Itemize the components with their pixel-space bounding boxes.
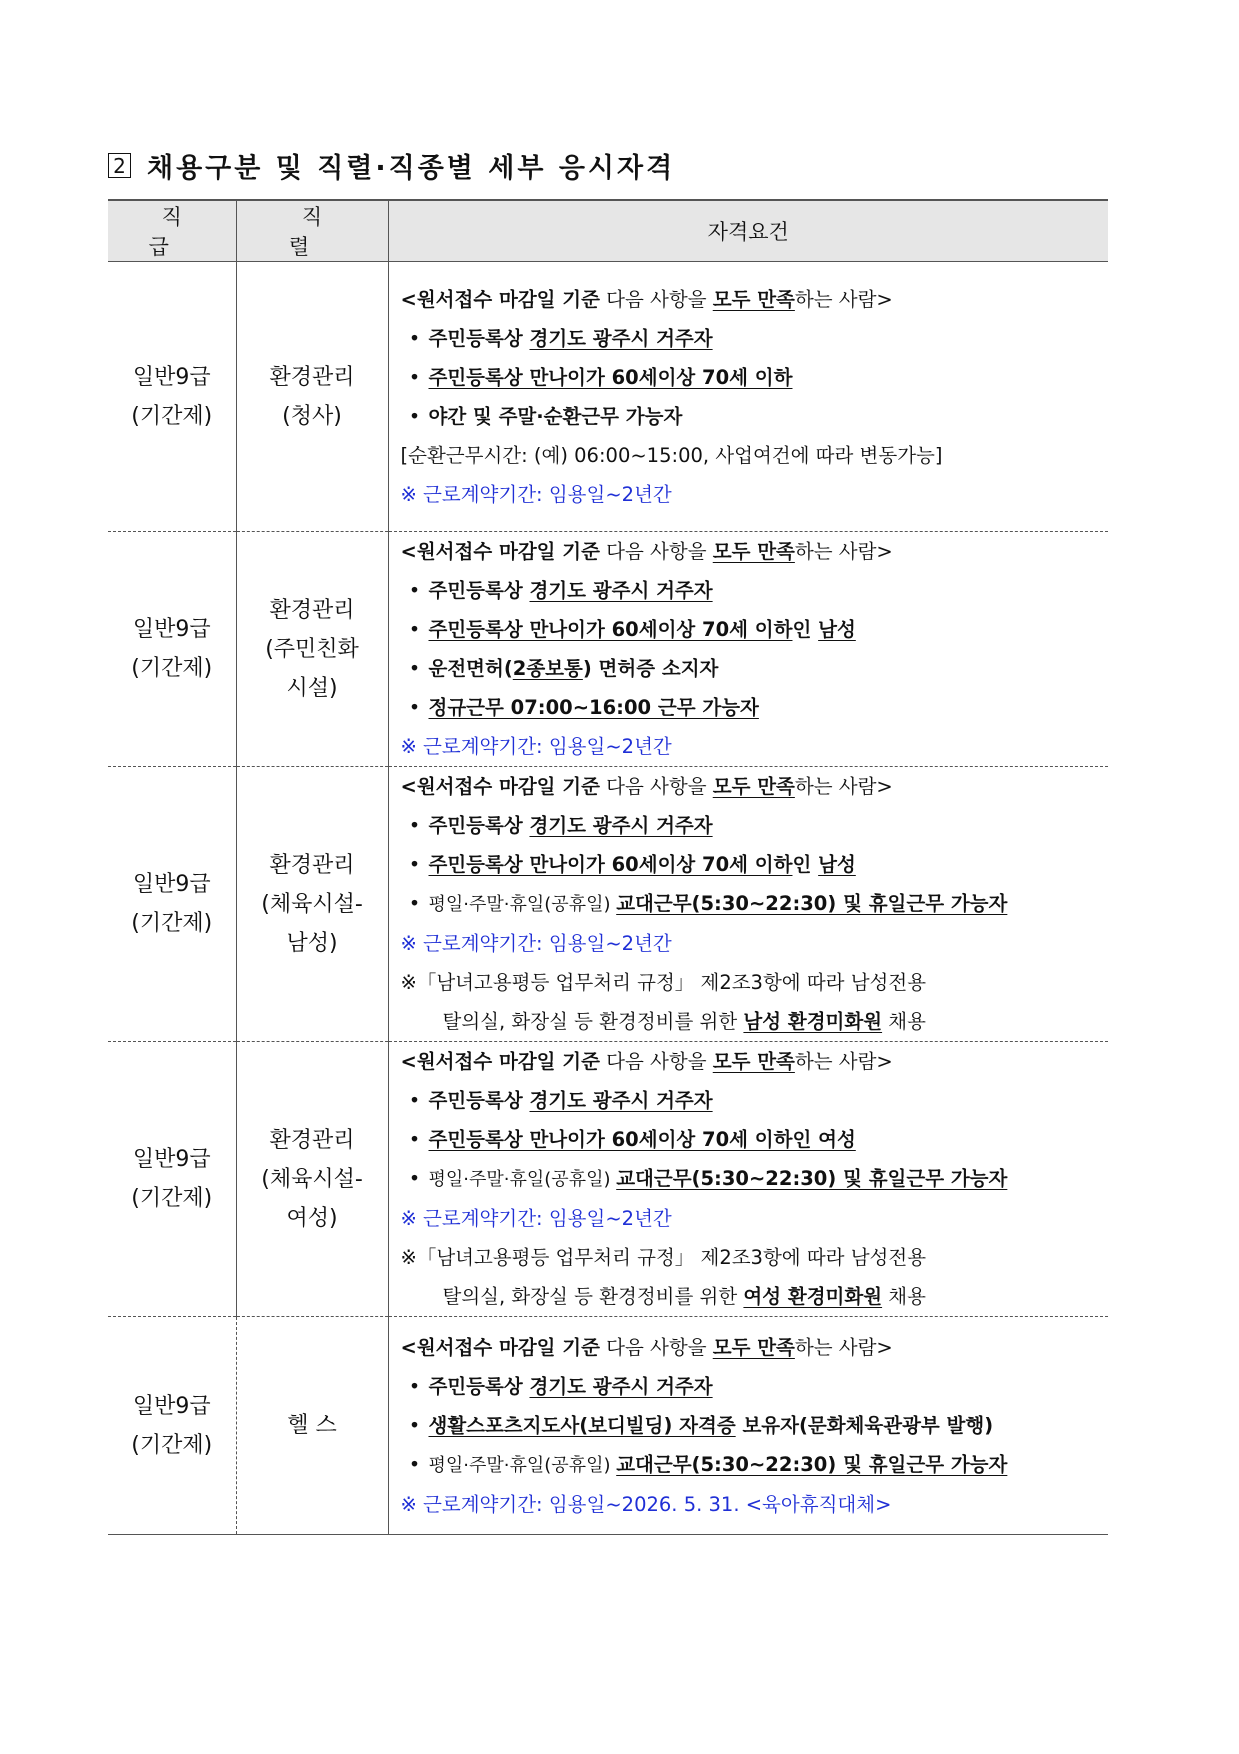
series-text: (주민친화 [265,636,359,662]
bullet-dot: • [408,1413,421,1437]
requirement-text: 다음 사항을 [599,1335,713,1359]
requirement-text: ) 면허증 소지자 [582,657,719,680]
series-text: 여성) [286,1205,338,1231]
requirement-text: 하는 사람> [794,775,893,798]
requirement-indent-line [401,1277,1109,1316]
bullet-dot: • [408,892,421,915]
grade-cell [108,532,236,767]
requirement-text: <원서접수 마감일 기준 [400,540,600,563]
requirement-text: 경기도 광주시 거주자 [529,579,713,602]
requirement-text: ※ 근로계약기간: 임용일~2026. 5. 31. <육아휴직대체> [400,1492,892,1516]
requirement-text: 모두 만족 [712,540,795,563]
requirement-text: 주민등록상 [428,814,530,837]
series-cell [236,262,388,532]
header-series: 직 렬 [236,200,388,262]
section-title: 채용구분 및 직렬·직종별 세부 응시자격 [147,153,676,184]
requirement-intro-line [401,767,1109,806]
bullet-dot: • [408,618,421,641]
series-text: 헬 스 [287,1413,337,1438]
requirements-cell [388,767,1108,1042]
requirement-indent-line [401,1002,1109,1041]
header-requirements: 자격요건 [388,200,1108,262]
requirement-intro-line [401,532,1109,571]
requirement-text: 야간 및 주말·순환근무 가능자 [428,404,683,428]
grade-text: 일반9급 [132,1393,211,1419]
requirement-text: 주민등록상 [428,326,530,350]
requirement-plain-line [401,963,1109,1002]
requirement-plain-line [401,1238,1109,1277]
requirement-blue-line [401,727,1109,766]
table-row [108,262,1108,532]
section-number-box: 2 [108,153,131,178]
requirement-text: 주민등록상 만나이가 60세이상 70세 이하인 여성 [428,1128,856,1151]
requirement-text: 주민등록상 [428,1089,530,1112]
requirement-blue-line [401,475,1109,514]
bullet-dot: • [408,579,421,602]
grade-text: 일반9급 [132,617,211,642]
requirement-text: 정규근무 07:00~16:00 근무 가능자 [428,696,759,719]
grade-cell [108,262,236,532]
requirement-text: 평일·주말·휴일(공휴일) [428,1169,617,1190]
bullet-dot: • [408,1089,421,1112]
requirement-text: 하는 사람> [794,287,893,311]
requirement-bullet-line [401,358,1109,397]
requirement-bullet-line [401,688,1109,727]
requirement-bullet-line [401,610,1109,649]
series-cell [236,1042,388,1317]
requirement-bullet-line [401,319,1109,358]
requirement-bullet-line [401,397,1109,436]
grade-text: (기간제) [131,656,213,681]
requirement-text: <원서접수 마감일 기준 [400,287,600,311]
requirement-text: 다음 사항을 [599,287,713,311]
requirement-text: 다음 사항을 [599,775,713,798]
requirement-text: 채용 [882,1010,926,1033]
requirement-text: 남성 [818,618,856,641]
requirement-text: <원서접수 마감일 기준 [400,1050,600,1073]
bullet-dot: • [408,365,421,389]
requirement-text: 하는 사람> [794,1050,893,1073]
requirement-text: 운전면허( [428,657,513,680]
series-cell [236,1317,388,1535]
requirement-text: ※ 근로계약기간: 임용일~2년간 [400,735,672,758]
requirement-bullet-line [401,1159,1109,1199]
table-row [108,1317,1108,1535]
requirement-bullet-line [401,1081,1109,1120]
bullet-dot: • [408,1167,421,1190]
requirement-bullet-line [401,1120,1109,1159]
requirement-text: 모두 만족 [712,1335,795,1359]
requirement-text: 채용 [882,1285,926,1308]
requirement-bullet-line [401,1445,1109,1485]
requirement-intro-line [401,280,1109,319]
requirements-cell [388,1317,1108,1535]
grade-text: 일반9급 [132,872,211,897]
series-text: 환경관리 [269,1127,355,1153]
requirement-blue-line [401,924,1109,963]
requirement-text: 다음 사항을 [599,540,713,563]
requirement-text: 경기도 광주시 거주자 [529,1374,713,1398]
requirement-text: ※「남녀고용평등 업무처리 규정」 제2조3항에 따라 남성전용 [400,1246,927,1269]
requirement-text: 경기도 광주시 거주자 [529,1089,713,1112]
requirement-text: 모두 만족 [712,287,795,311]
series-text: (체육시설- [261,1166,363,1192]
requirement-intro-line [401,1328,1109,1367]
series-cell [236,532,388,767]
series-text: 환경관리 [269,597,355,623]
grade-text: (기간제) [131,1432,213,1458]
table-row [108,1042,1108,1317]
series-text: 환경관리 [269,364,355,390]
bullet-dot: • [408,1128,421,1151]
requirement-text: 경기도 광주시 거주자 [529,814,713,837]
requirement-text: 주민등록상 [428,579,530,602]
requirement-bullet-line [401,884,1109,924]
bullet-dot: • [408,404,421,428]
requirement-text: ※ 근로계약기간: 임용일~2년간 [400,932,672,955]
requirements-cell [388,1042,1108,1317]
series-text: 남성) [286,930,338,956]
requirement-blue-line [401,1199,1109,1238]
requirement-text: 모두 만족 [712,775,795,798]
bullet-dot: • [408,326,421,350]
requirement-text: 여성 환경미화원 [743,1285,883,1308]
qualification-table [108,199,1108,1535]
requirement-text: [순환근무시간: (예) 06:00~15:00, 사업여건에 따라 변동가능] [400,443,943,467]
requirement-text: 주민등록상 만나이가 60세이상 70세 이하 [428,365,793,389]
requirements-cell [388,262,1108,532]
requirement-text: 평일·주말·휴일(공휴일) [428,1454,617,1476]
grade-text: (기간제) [131,1186,213,1211]
requirement-bullet-line [401,1367,1109,1406]
requirement-text: 탈의실, 화장실 등 환경정비를 위한 [442,1285,744,1308]
grade-text: (기간제) [131,403,213,429]
bullet-dot: • [408,657,421,680]
requirement-text: 주민등록상 [428,1374,530,1398]
table-row [108,767,1108,1042]
requirement-text: <원서접수 마감일 기준 [400,1335,600,1359]
table-row [108,532,1108,767]
requirement-text: 교대근무(5:30~22:30) 및 휴일근무 가능자 [616,1452,1008,1476]
requirement-text: 남성 환경미화원 [743,1010,883,1033]
requirement-text: 탈의실, 화장실 등 환경정비를 위한 [442,1010,744,1033]
requirement-text: 경기도 광주시 거주자 [529,326,713,350]
requirement-text: 인 [792,853,819,876]
requirement-text: 교대근무(5:30~22:30) 및 휴일근무 가능자 [616,1167,1008,1190]
requirement-text: ※ 근로계약기간: 임용일~2년간 [400,482,672,506]
requirements-cell [388,532,1108,767]
requirement-text: 모두 만족 [712,1050,795,1073]
requirement-text: 하는 사람> [794,1335,893,1359]
requirement-bullet-line [401,845,1109,884]
grade-cell [108,767,236,1042]
requirement-blue-line [401,1485,1109,1524]
requirement-text: 주민등록상 만나이가 60세이상 70세 이하 [428,618,793,641]
requirement-text: 다음 사항을 [599,1050,713,1073]
series-text: 환경관리 [269,852,355,878]
bullet-dot: • [408,853,421,876]
series-text: (청사) [282,403,342,429]
requirement-text: 인 [792,618,819,641]
requirement-text: 하는 사람> [794,540,893,563]
requirement-text: 남성 [818,853,856,876]
requirement-text: ※ 근로계약기간: 임용일~2년간 [400,1207,672,1230]
series-cell [236,767,388,1042]
requirement-bullet-line [401,649,1109,688]
requirement-text: ※「남녀고용평등 업무처리 규정」 제2조3항에 따라 남성전용 [400,971,927,994]
grade-text: (기간제) [131,911,213,936]
requirement-text: 2종보통 [512,657,583,680]
requirement-bullet-line [401,1406,1109,1445]
bullet-dot: • [408,1374,421,1398]
grade-text: 일반9급 [132,1147,211,1172]
requirement-text: 보유자(문화체육관광부 발행) [735,1413,994,1437]
bullet-dot: • [408,696,421,719]
bullet-dot: • [408,1452,421,1476]
requirement-text: 생활스포츠지도사(보디빌딩) 자격증 [428,1413,736,1437]
grade-cell [108,1042,236,1317]
requirement-bullet-line [401,806,1109,845]
requirement-intro-line [401,1042,1109,1081]
requirement-plain-line [401,436,1109,475]
table-header-row [108,200,1108,262]
requirement-text: <원서접수 마감일 기준 [400,775,600,798]
series-text: (체육시설- [261,891,363,917]
requirement-text: 평일·주말·휴일(공휴일) [428,894,617,915]
requirement-text: 교대근무(5:30~22:30) 및 휴일근무 가능자 [616,892,1008,915]
header-grade: 직 급 [108,200,236,262]
table-body [108,262,1108,1535]
requirement-bullet-line [401,571,1109,610]
bullet-dot: • [408,814,421,837]
section-heading [108,146,675,185]
grade-cell [108,1317,236,1535]
requirement-text: 주민등록상 만나이가 60세이상 70세 이하 [428,853,793,876]
series-text: 시설) [286,675,338,701]
grade-text: 일반9급 [132,364,211,390]
